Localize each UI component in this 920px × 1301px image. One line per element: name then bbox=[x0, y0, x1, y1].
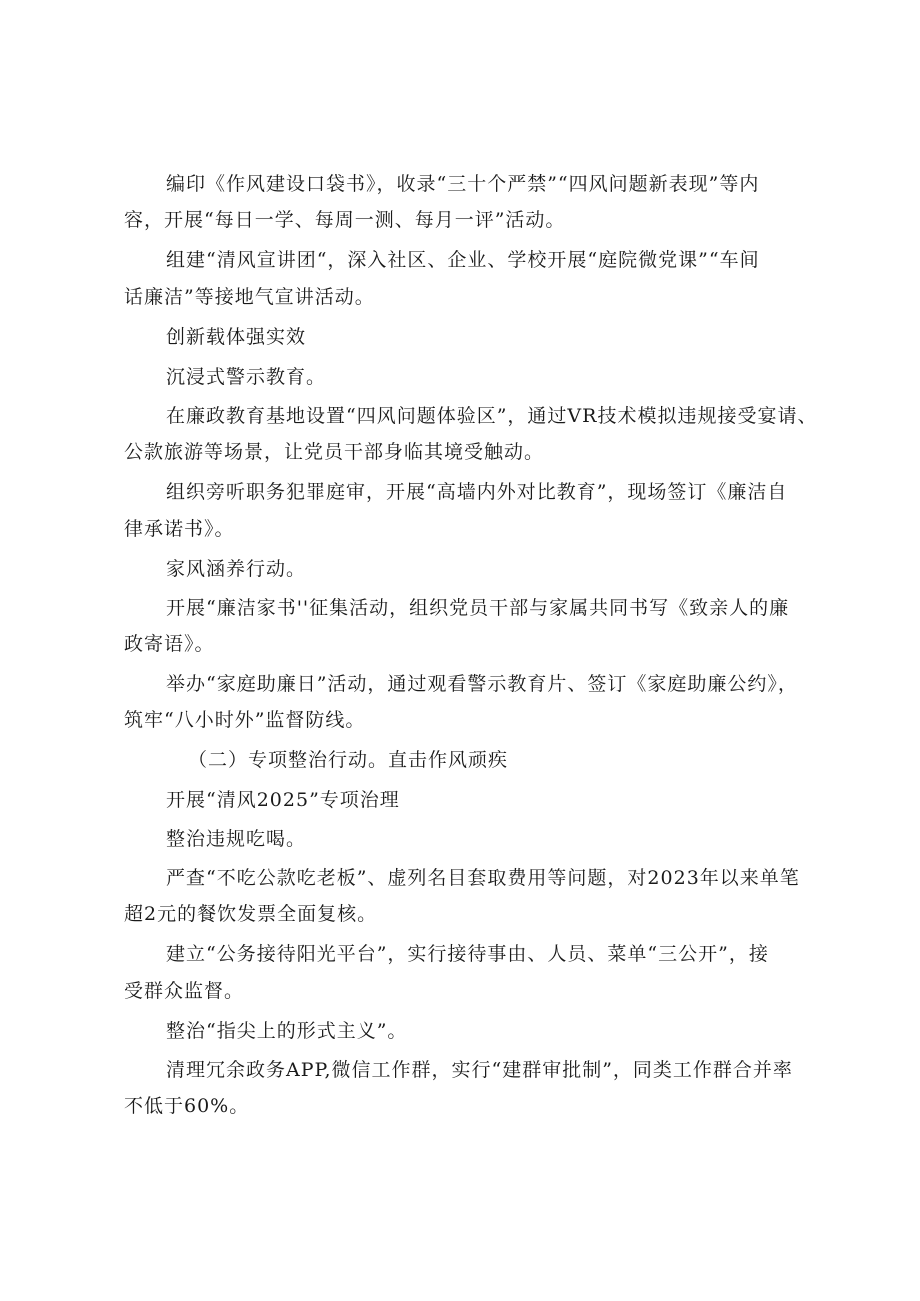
section-heading-2: （二）专项整治行动。直击作风顽疾 bbox=[188, 749, 509, 771]
paragraph-9-line-1: 举办“家庭助廉日”活动，通过观看警示教育片、签订《家庭助廉公约》， bbox=[166, 673, 798, 695]
paragraph-12-heading: 整治违规吃喝。 bbox=[166, 828, 307, 850]
paragraph-1-line-2: 容，开展“每日一学、每周一测、每月一评”活动。 bbox=[124, 209, 566, 231]
paragraph-14-line-2: 受群众监督。 bbox=[124, 980, 245, 1002]
paragraph-5-line-1: 在廉政教育基地设置“四风问题体验区”，通过VR技术模拟违规接受宴请、 bbox=[166, 405, 818, 427]
paragraph-13-line-1: 严查“不吃公款吃老板”、虚列名目套取费用等问题，对2023年以来单笔 bbox=[166, 867, 800, 889]
paragraph-14-line-1: 建立“公务接待阳光平台”，实行接待事由、人员、菜单“三公开”，接 bbox=[166, 943, 769, 965]
paragraph-16-line-1: 清理冗余政务APP,微信工作群，实行“建群审批制”，同类工作群合并率 bbox=[166, 1059, 793, 1081]
paragraph-8-line-1: 开展“廉洁家书''征集活动，组织党员干部与家属共同书写《致亲人的廉 bbox=[166, 597, 790, 619]
paragraph-7-heading: 家风涵养行动。 bbox=[166, 558, 307, 580]
paragraph-16-line-2: 不低于60%。 bbox=[124, 1095, 250, 1117]
paragraph-3-heading: 创新载体强实效 bbox=[166, 326, 307, 348]
paragraph-4-heading: 沉浸式警示教育。 bbox=[166, 366, 327, 388]
paragraph-1-line-1: 编印《作风建设口袋书》，收录“三十个严禁”“四风问题新表现”等内 bbox=[166, 173, 760, 195]
paragraph-2-line-2: 话廉洁”等接地气宣讲活动。 bbox=[124, 286, 375, 308]
paragraph-6-line-1: 组织旁听职务犯罪庭审，开展“高墙内外对比教育”，现场签订《廉洁自 bbox=[166, 481, 788, 503]
paragraph-6-line-2: 律承诺书》。 bbox=[124, 518, 235, 540]
paragraph-15-heading: 整治“指尖上的形式主义”。 bbox=[166, 1020, 408, 1042]
paragraph-5-line-2: 公款旅游等场景，让党员干部身临其境受触动。 bbox=[124, 441, 545, 463]
paragraph-11-heading: 开展“清风2025”专项治理 bbox=[166, 789, 400, 811]
paragraph-13-line-2: 超2元的餐饮发票全面复核。 bbox=[124, 903, 378, 925]
paragraph-2-line-1: 组建“清风宣讲团“，深入社区、企业、学校开展“庭院微党课”“车间 bbox=[166, 249, 760, 271]
paragraph-9-line-2: 筑牢“八小时外”监督防线。 bbox=[124, 709, 366, 731]
paragraph-8-line-2: 政寄语》。 bbox=[124, 633, 215, 655]
